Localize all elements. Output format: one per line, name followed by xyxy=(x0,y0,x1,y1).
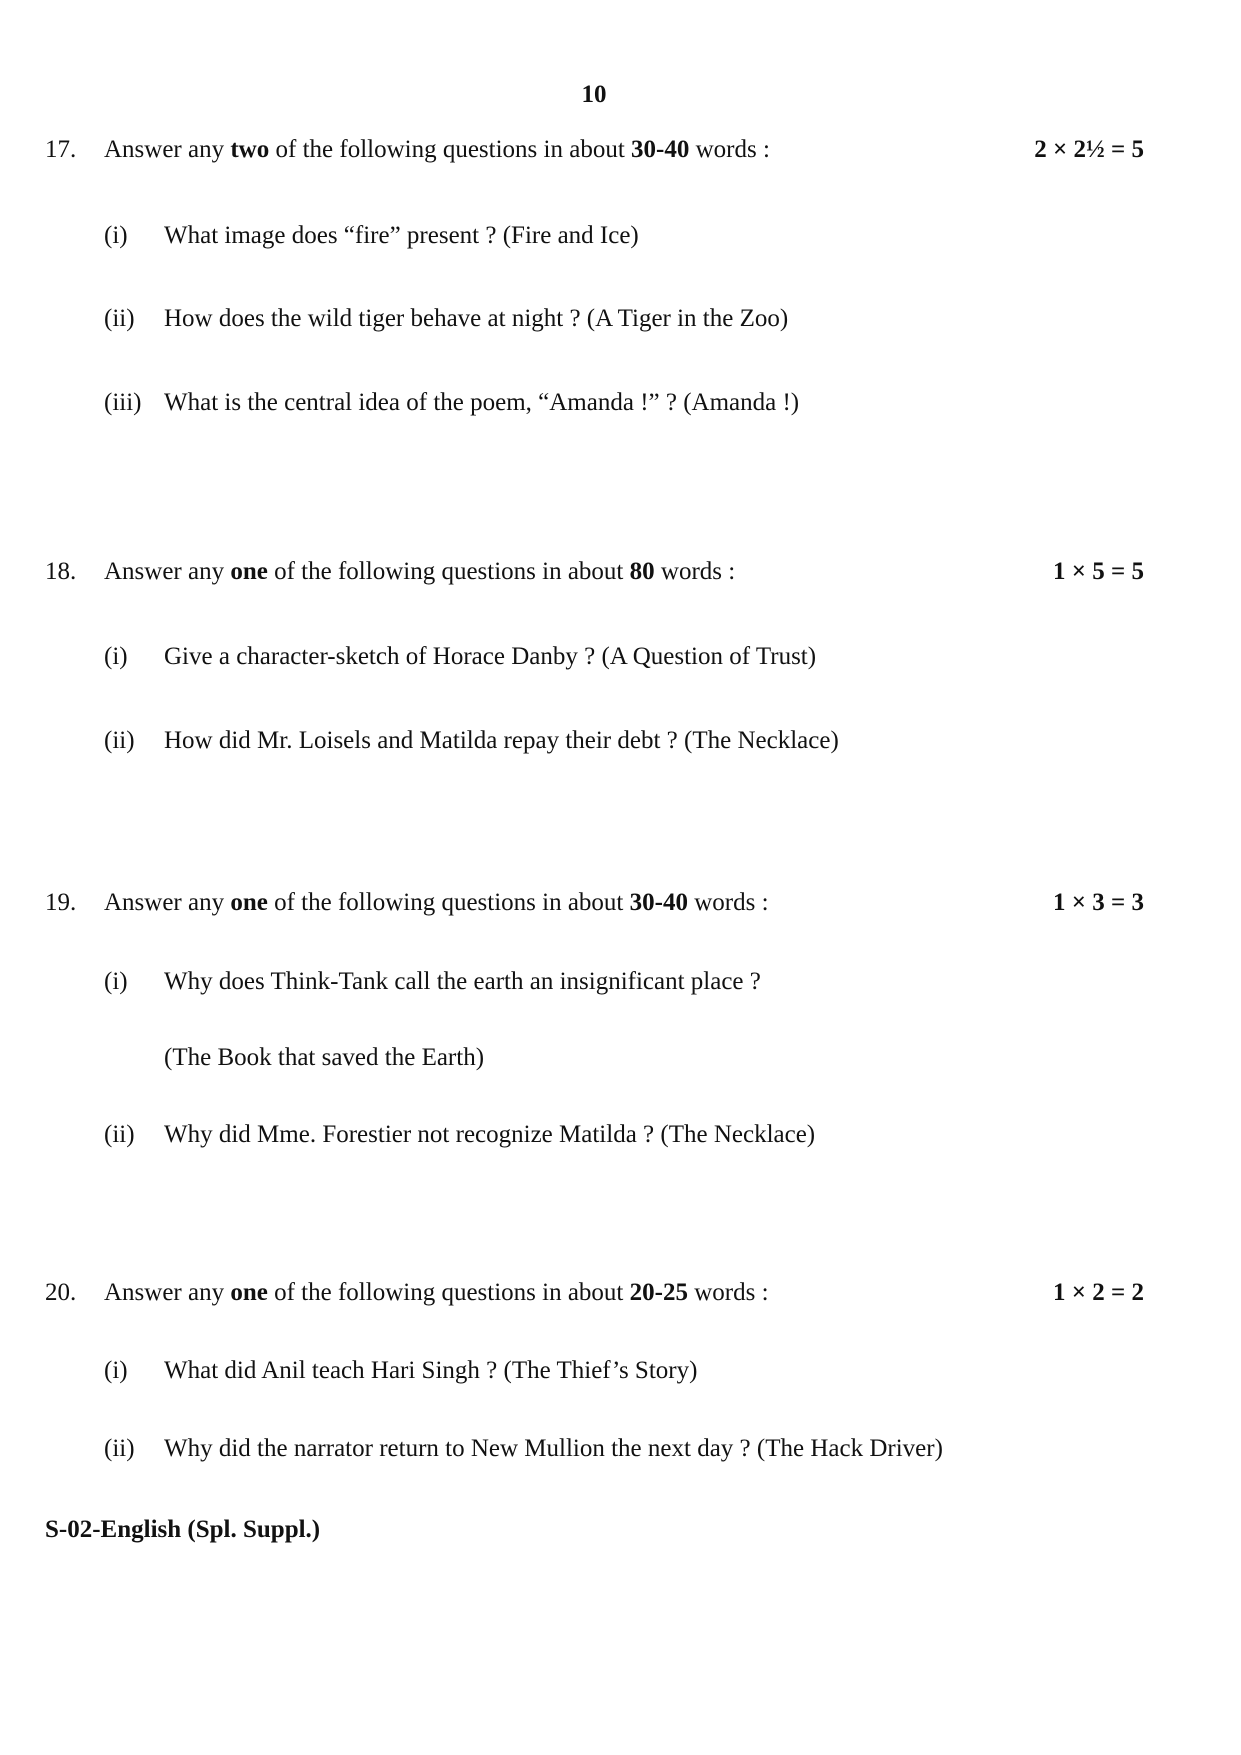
sub-question-number: (i) xyxy=(104,1357,128,1384)
instruction-count: one xyxy=(230,558,268,585)
sub-question-number: (ii) xyxy=(104,1121,135,1148)
instruction-words: 30-40 xyxy=(629,889,688,916)
paper-code-footer: S-02-English (Spl. Suppl.) xyxy=(45,1516,321,1543)
sub-question-text: How does the wild tiger behave at night ? (A Tiger in the Zoo) xyxy=(164,305,789,332)
instruction-prefix: Answer any xyxy=(104,1279,231,1306)
sub-question-text: What did Anil teach Hari Singh ? (The Thief’s Story) xyxy=(164,1357,698,1384)
instruction-prefix: Answer any xyxy=(104,889,231,916)
sub-question-text: Give a character-sketch of Horace Danby ? (A Question of Trust) xyxy=(164,643,817,670)
sub-question-number: (ii) xyxy=(104,1435,135,1462)
question-instruction xyxy=(104,558,735,586)
sub-question-continuation: (The Book that saved the Earth) xyxy=(164,1044,485,1071)
question-number: 18. xyxy=(45,558,77,585)
instruction-middle: of the following questions in about xyxy=(267,558,630,585)
sub-question-text: Why does Think-Tank call the earth an insignificant place ? xyxy=(164,968,761,995)
question-instruction xyxy=(104,1279,769,1307)
instruction-prefix: Answer any xyxy=(104,136,231,163)
sub-question-number: (iii) xyxy=(104,389,142,416)
instruction-suffix: words : xyxy=(654,558,736,585)
question-instruction xyxy=(104,889,769,917)
question-marks: 1 × 2 = 2 xyxy=(1053,1279,1144,1306)
sub-question-text: Why did Mme. Forestier not recognize Matilda ? (The Necklace) xyxy=(164,1121,816,1148)
instruction-suffix: words : xyxy=(687,889,769,916)
instruction-suffix: words : xyxy=(689,136,770,163)
sub-question-number: (i) xyxy=(104,222,128,249)
instruction-middle: of the following questions in about xyxy=(267,889,630,916)
instruction-count: two xyxy=(230,136,270,163)
sub-question-text: How did Mr. Loisels and Matilda repay their debt ? (The Necklace) xyxy=(164,727,839,754)
sub-question-text: What image does “fire” present ? (Fire and Ice) xyxy=(164,222,639,249)
sub-question-number: (ii) xyxy=(104,305,135,332)
sub-question-number: (i) xyxy=(104,968,128,995)
instruction-middle: of the following questions in about xyxy=(269,136,632,163)
instruction-prefix: Answer any xyxy=(104,558,231,585)
instruction-suffix: words : xyxy=(687,1279,769,1306)
question-marks: 2 × 2½ = 5 xyxy=(1034,136,1144,163)
instruction-count: one xyxy=(230,1279,268,1306)
page-number: 10 xyxy=(581,81,607,108)
question-number: 20. xyxy=(45,1279,77,1306)
instruction-words: 80 xyxy=(629,558,655,585)
question-marks: 1 × 3 = 3 xyxy=(1053,889,1144,916)
instruction-words: 20-25 xyxy=(629,1279,688,1306)
instruction-words: 30-40 xyxy=(631,136,690,163)
question-instruction xyxy=(104,136,770,164)
instruction-count: one xyxy=(230,889,268,916)
sub-question-number: (ii) xyxy=(104,727,135,754)
sub-question-text: Why did the narrator return to New Mullion the next day ? (The Hack Driver) xyxy=(164,1435,943,1462)
question-marks: 1 × 5 = 5 xyxy=(1053,558,1144,585)
question-number: 19. xyxy=(45,889,77,916)
instruction-middle: of the following questions in about xyxy=(267,1279,630,1306)
sub-question-text: What is the central idea of the poem, “Amanda !” ? (Amanda !) xyxy=(164,389,800,416)
sub-question-number: (i) xyxy=(104,643,128,670)
question-number: 17. xyxy=(45,136,77,163)
